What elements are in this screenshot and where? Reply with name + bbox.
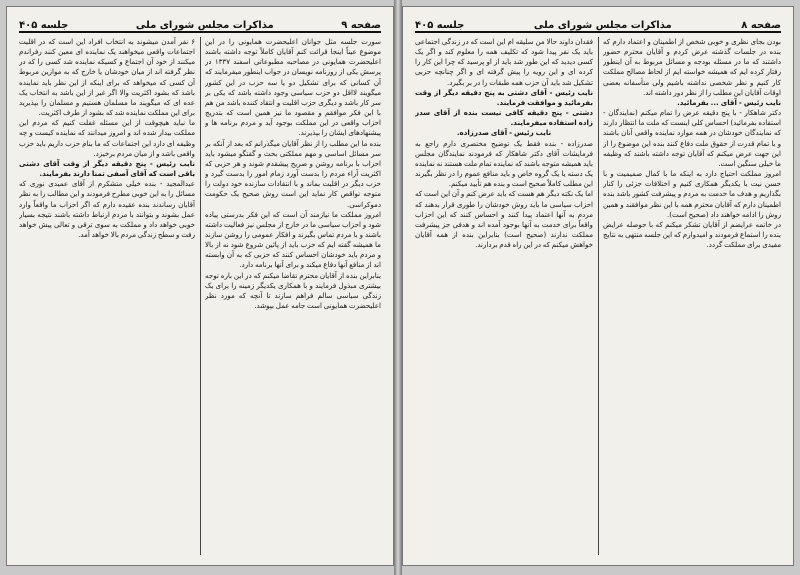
paragraph: امروز مملکت ما نیازمند آن است که این فکر بدرستی پیاده شود و احزاب سیاسی ما در خارج از مجلس نیز فعالیت داشته باشند و با مردم تماس بگیرند و افکار عمومی را روشن سازند ما همیشه گفته ایم که حزب باید از پائین شروع شود نه از بالا و مردم باید خودشان احساس کنند که حزبی که به آن وابسته اند از منافع آنها دفاع میکند و برای آنها برنامه دارد. <box>205 209 381 270</box>
right-page-title: مذاکرات مجلس شورای ملی <box>533 20 672 31</box>
right-page-header <box>415 15 781 33</box>
speaker-paragraph: نایب رئیس - پنج دقیقه دیگر از وقت آقای دشتی باقی است که آقای آصفی تمنا دارند بفرمایند. <box>19 158 195 179</box>
right-page-left-column <box>415 37 593 557</box>
paragraph: ۶ نفر آمدن میشوند به انتخاب افراد این است که در اقلیت اجتماعات واقعی میخواهند یک نماینده ای معین کنند رفراندم میکنند از خود آن اجتماع و کسیکه نماینده شد کسی را که در نظر گرفته اند از میان خودشان یا خارج که به موازین مربوط آن کسی که میخواهد که برای اینکه از این نظر باید نماینده باشد که بشود اکثریت والا اگر غیر از این باشد به انتخاب یک عده ای که میگویند ما مسلمان هستیم و مسلمان را بپذیرید برای این مملکت نماینده شد که بشود از طرف اکثریت. <box>19 37 195 118</box>
right-page-columns <box>415 37 781 557</box>
speaker-paragraph: نایب رئیس - آقای صدرزاده. <box>456 128 552 138</box>
right-session-label: جلسه ۴۰۵ <box>415 20 465 31</box>
left-page-left-column <box>19 37 195 557</box>
paragraph: سورت جلسه مثل جوانان اعلیحضرت همایونی را در این موضوع عیناً اینجا قرائت کنم آقایان کاملاً توجه داشته باشند اعلیحضرت همایونی در مصاحبه مطبوعاتی اسفند ۱۳۳۷ در پرسش یکی از روزنامه نویسان در جواب اینطور میفرمایند که آن کسانی که برای تشکیل دو یا سه حزب در این کشور میگویند لااقل دو حزب سیاسی وجود داشته باشد که یکی بر سر کار باشد و دیگری حزب اقلیت و انتقاد کننده باشد من هم با این فکر موافقم و مقصود ما نیز همین است که بتدریج احزاب واقعی در این مملکت بوجود آید و مردم برنامه ها و پیشنهادهای ایشان را بپذیرند. <box>205 37 381 138</box>
right-page-number: صفحه ۸ <box>741 20 781 31</box>
paragraph: بودن بجای نظری و خوبی شخص از اطمینان و اعتماد دارم که بنده در جلسات گذشته عرض کردم و آقایان محترم حضور داشتند که ما در مسئله بودجه و مسائل مربوط به آن اینطور رفتار کرده ایم که همیشه خواسته ایم از لحاظ مصالح مملکت کار کنیم و نظر شخصی نداشته باشیم ولی متأسفانه بعضی اوقات آقایان این مطلب را از نظر دور داشته اند. <box>603 37 781 97</box>
left-page-title: مذاکرات مجلس شورای ملی <box>135 20 274 31</box>
left-page-right-column <box>205 37 381 557</box>
paragraph: عبدالمجید - بنده خیلی متشکرم از آقای عمیدی نوری که مسائل را به این خوبی مطرح فرمودند و این مطالب را به نظر آقایان رساندند بنده عقیده دارم که اگر احزاب ما واقعاً وارد عمل بشوند و بتوانند با مردم ارتباط داشته باشند نتیجه بسیار خوبی خواهد داد و مملکت به سوی ترقی و تعالی پیش خواهد رفت و سطح زندگی مردم بالا خواهد آمد. <box>19 179 195 239</box>
paragraph: بنابراین بنده از آقایان محترم تقاضا میکنم که در این باره توجه بیشتری مبذول فرمایند و با همکاری یکدیگر زمینه را برای یک زندگی سیاسی سالم فراهم سازند تا آنچه که مورد نظر اعلیحضرت همایونی است جامه عمل بپوشد. <box>205 270 381 311</box>
book-gutter <box>394 0 402 575</box>
paragraph: در خاتمه عرایضم از آقایان تشکر میکنم که با حوصله عرایض بنده را استماع فرمودند و امیدوارم که این جلسه منتهی به نتایج مفیدی برای مملکت گردد. <box>603 219 781 250</box>
speaker-paragraph: دشتی - پنج دقیقه کافی نیست بنده از آقای سدر زاده استفاده میفرمایند. <box>415 108 593 128</box>
paragraph: صدرزاده - بنده فقط یک توضیح مختصری دارم راجع به فرمایشات آقای دکتر شاهکار که فرمودند نمایندگان مجلس باید همیشه متوجه باشند که نماینده تمام ملت هستند نه نماینده یک دسته یا یک گروه خاص و باید منافع عموم را در نظر بگیرند این مطلب کاملاً صحیح است و بنده هم تأیید میکنم. <box>415 138 593 189</box>
left-session-label: جلسه ۴۰۵ <box>19 20 69 31</box>
paragraph: فقدان داوند حالا من سلیقه ام این است که در زندگی اجتماعی باید یک نفر پیدا شود که تکلیف همه را معلوم کند و اگر یک کسی دیدید که این طور شد باید از او پرسید که چرا این کار را کرده ای و این رویه را پیش گرفته ای و اگر چنانچه حزبی تشکیل شد باید آن حزب همه طبقات را در بر بگیرد. <box>415 37 593 87</box>
paragraph: بنده ما این مطلب را از نظر آقایان میگذرانم که بعد از آنکه بر سر مسائل اساسی و مهم مملکتی بحث و گفتگو میشود باید احزاب با برنامه روشن و صریح پیشقدم شوند و هر حزبی که اکثریت آراء مردم را بدست آورد زمام امور را بدست گیرد و حزب دیگر در اقلیت بماند و با انتقادات سازنده خود دولت را متوجه نواقص کار نماید این است روش صحیح یک حکومت دموکراسی. <box>205 138 381 209</box>
left-page-header <box>19 15 381 33</box>
right-page <box>402 6 794 566</box>
speaker-paragraph: نایب رئیس - آقای ... بفرمائید. <box>677 97 781 107</box>
paragraph: ما نباید هیچوقت از این مسئله غفلت کنیم که مردم این مملکت بیدار شده اند و امروز میدانند که نماینده کیست و چه وظیفه ای دارد این اجتماعات که ما بنام حزب داریم باید حزب واقعی باشد و از میان مردم برخیزد. <box>19 118 195 158</box>
right-page-right-column <box>603 37 781 557</box>
left-page-number: صفحه ۹ <box>341 20 381 31</box>
paragraph: دکتر شاهکار - با پنج دقیقه عرض را تمام میکنم (نمایندگان - استفاده بفرمائید) احساس کلی اینست که ملت ما انتظار دارند که نمایندگان خودشان در همه موارد نماینده واقعی آنان باشند و با تمام قدرت از حقوق ملت دفاع کنند بنده این موضوع را از این جهت عرض میکنم که آقایان توجه داشته باشند که وظیفه ما خیلی سنگین است. <box>603 108 781 168</box>
speaker-paragraph: نایب رئیس - آقای دشتی به پنج دقیقه دیگر از وقت بفرمائید و موافقت فرمایند. <box>415 87 593 107</box>
left-page <box>6 6 394 566</box>
paragraph: اما یک نکته دیگر هم هست که باید عرض کنم و آن این است که احزاب سیاسی ما باید روش خودشان را طوری قرار بدهند که مردم به آنها اعتماد پیدا کنند و احساس کنند که این احزاب واقعاً برای خدمت به آنها بوجود آمده اند و هدفی جز پیشرفت مملکت ندارند (صحیح است) بنابراین بنده از همه آقایان خواهش میکنم که در این راه قدم بردارند. <box>415 189 593 250</box>
paragraph: امروز مملکت احتیاج دارد به اینکه ما با کمال صمیمیت و با حسن نیت با یکدیگر همکاری کنیم و اختلافات جزئی را کنار بگذاریم و هدف ما خدمت به مردم و پیشرفت کشور باشد بنده اطمینان دارم که آقایان محترم همه با این نظر موافقند و همین روش را ادامه خواهند داد (صحیح است). <box>603 169 781 219</box>
left-page-columns <box>19 37 381 557</box>
